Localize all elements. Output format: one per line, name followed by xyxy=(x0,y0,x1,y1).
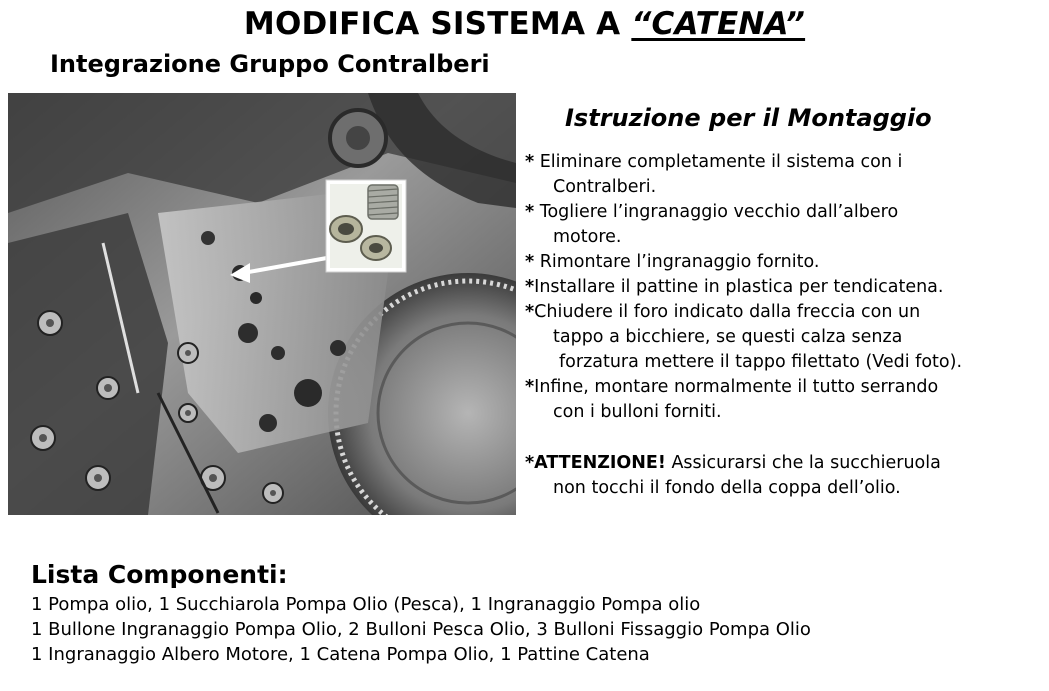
instruction-item xyxy=(525,150,1049,175)
bullet-star: * xyxy=(525,302,535,322)
page-subtitle: Integrazione Gruppo Contralberi xyxy=(50,50,490,78)
page-title xyxy=(0,6,1049,42)
components-line: 1 Bullone Ingranaggio Pompa Olio, 2 Bulloni Pesca Olio, 3 Bulloni Fissaggio Pompa Olio xyxy=(31,619,811,640)
attention-line: non tocchi il fondo della coppa dell’olio. xyxy=(553,478,901,498)
components-list xyxy=(31,592,1041,667)
instruction-item xyxy=(525,375,1049,400)
bullet-star: * xyxy=(525,202,535,222)
instruction-line: Contralberi. xyxy=(553,177,657,197)
bullet-star: * xyxy=(525,252,535,272)
components-line: 1 Pompa olio, 1 Succhiarola Pompa Olio (Pesca), 1 Ingranaggio Pompa olio xyxy=(31,594,701,615)
instruction-line: tappo a bicchiere, se questi calza senza xyxy=(553,327,903,347)
instruction-line: Chiudere il foro indicato dalla freccia con un xyxy=(534,302,921,322)
engine-photo xyxy=(8,93,516,515)
instruction-line: forzatura mettere il tappo filettato (Vedi foto). xyxy=(559,352,963,372)
instruction-item xyxy=(525,300,1049,325)
components-line: 1 Ingranaggio Albero Motore, 1 Catena Pompa Olio, 1 Pattine Catena xyxy=(31,644,650,665)
instruction-line: Infine, montare normalmente il tutto serrando xyxy=(534,377,939,397)
attention-note xyxy=(525,451,1049,476)
instruction-item xyxy=(525,275,1049,300)
title-emphasis: “CATENA” xyxy=(631,6,806,42)
instruction-item xyxy=(525,200,1049,225)
spacer xyxy=(525,425,1049,451)
instruction-line: Togliere l’ingranaggio vecchio dall’albero xyxy=(539,202,899,222)
instruction-line: Rimontare l’ingranaggio fornito. xyxy=(539,252,820,272)
bullet-star: * xyxy=(525,152,535,172)
instructions-heading: Istruzione per il Montaggio xyxy=(565,104,932,132)
attention-text: Assicurarsi che la succhieruola xyxy=(671,453,941,473)
instruction-line: Eliminare completamente il sistema con i xyxy=(539,152,903,172)
components-heading: Lista Componenti: xyxy=(31,560,288,589)
instruction-line: con i bulloni forniti. xyxy=(553,402,722,422)
title-prefix: MODIFICA SISTEMA A xyxy=(243,6,632,42)
instruction-line: Installare il pattine in plastica per tendicatena. xyxy=(534,277,944,297)
attention-label: *ATTENZIONE! xyxy=(525,453,666,473)
instructions-list xyxy=(525,150,1049,501)
instruction-item xyxy=(525,250,1049,275)
instruction-line: motore. xyxy=(553,227,622,247)
bullet-star: * xyxy=(525,377,535,397)
bullet-star: * xyxy=(525,277,535,297)
